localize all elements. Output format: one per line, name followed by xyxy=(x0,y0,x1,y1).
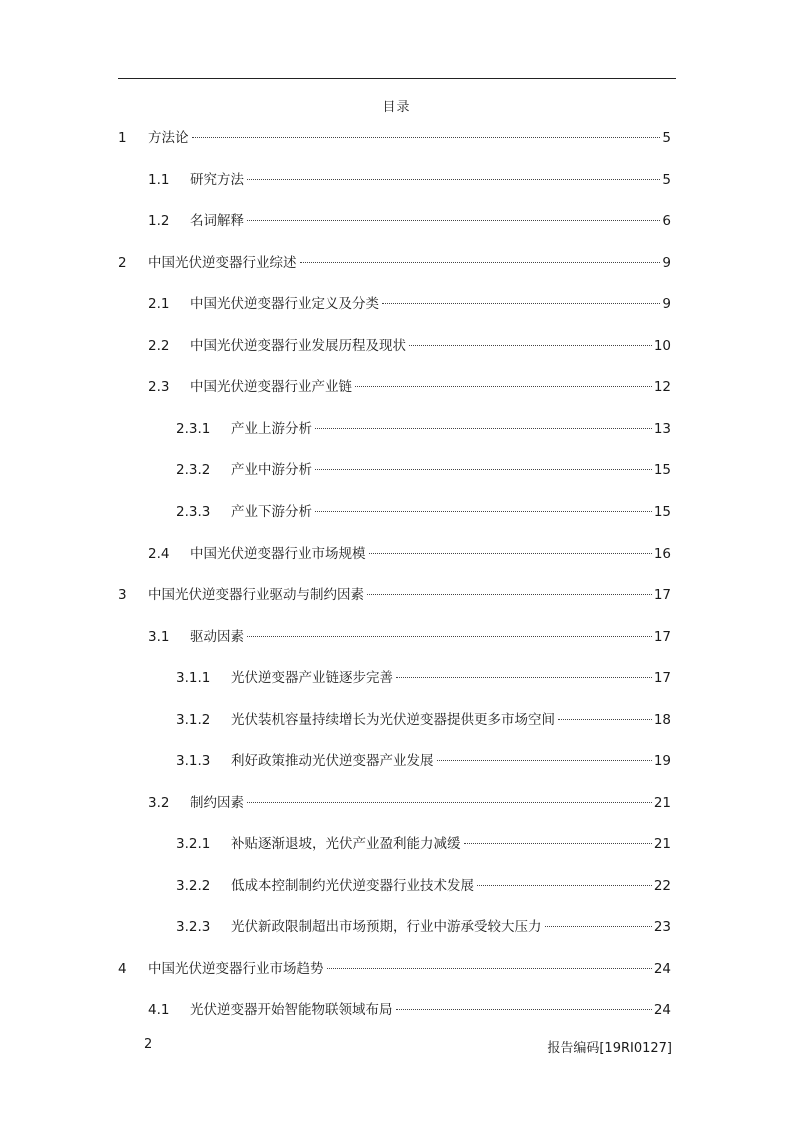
toc-entry-page: 21 xyxy=(653,836,671,852)
toc-entry[interactable] xyxy=(118,585,671,605)
toc-entry-page: 22 xyxy=(653,878,671,894)
toc-entry-number: 1 xyxy=(118,130,127,146)
toc-entry-number: 3.1.2 xyxy=(176,712,211,728)
toc-entry[interactable] xyxy=(148,336,671,356)
toc-entry[interactable] xyxy=(148,170,671,190)
toc-entry-number: 2.1 xyxy=(148,296,170,312)
toc-entry-number: 3 xyxy=(118,587,127,603)
toc-entry-page: 21 xyxy=(653,795,671,811)
toc-entry-page: 23 xyxy=(653,919,671,935)
toc-entry-page: 18 xyxy=(653,712,671,728)
toc-entry[interactable] xyxy=(118,128,671,148)
footer-page-number: 2 xyxy=(144,1037,153,1052)
toc-entry-title: 补贴逐渐退坡，光伏产业盈利能力减缓 xyxy=(231,836,461,852)
toc-leader-dots xyxy=(369,553,652,554)
toc-entry-number: 1.1 xyxy=(148,172,170,188)
toc-entry-page: 5 xyxy=(662,130,671,146)
toc-entry[interactable] xyxy=(176,502,671,522)
toc-entry[interactable] xyxy=(176,668,671,688)
toc-entry-title: 驱动因素 xyxy=(190,629,244,645)
toc-entry-title: 光伏装机容量持续增长为光伏逆变器提供更多市场空间 xyxy=(231,712,555,728)
toc-leader-dots xyxy=(367,594,652,595)
footer-report-code: 报告编码[19RI0127] xyxy=(547,1041,672,1056)
toc-entry-number: 2 xyxy=(118,255,127,271)
toc-entry-page: 15 xyxy=(653,462,671,478)
toc-entry-title: 中国光伏逆变器行业市场规模 xyxy=(190,546,366,562)
toc-leader-dots xyxy=(477,885,652,886)
toc-entry-number: 2.3.1 xyxy=(176,421,211,437)
toc-leader-dots xyxy=(247,636,652,637)
toc-entry-title: 方法论 xyxy=(148,130,189,146)
toc-entry-number: 2.4 xyxy=(148,546,170,562)
toc-entry[interactable] xyxy=(176,876,671,896)
toc-leader-dots xyxy=(247,179,660,180)
toc-leader-dots xyxy=(247,802,652,803)
toc-leader-dots xyxy=(247,220,660,221)
toc-entry-page: 10 xyxy=(653,338,671,354)
toc-entry-number: 4.1 xyxy=(148,1002,170,1018)
toc-leader-dots xyxy=(315,469,652,470)
toc-leader-dots xyxy=(396,677,652,678)
toc-entry-title: 光伏逆变器产业链逐步完善 xyxy=(231,670,393,686)
toc-entry-number: 2.3 xyxy=(148,379,170,395)
toc-entry[interactable] xyxy=(148,211,671,231)
toc-entry-title: 中国光伏逆变器行业综述 xyxy=(148,255,297,271)
toc-entry-page: 17 xyxy=(653,587,671,603)
toc-entry[interactable] xyxy=(176,917,671,937)
toc-entry-title: 名词解释 xyxy=(190,213,244,229)
toc-entry-page: 5 xyxy=(662,172,671,188)
toc-entry[interactable] xyxy=(176,751,671,771)
toc-entry-title: 中国光伏逆变器行业市场趋势 xyxy=(148,961,324,977)
toc-entry-number: 3.2.2 xyxy=(176,878,211,894)
toc-leader-dots xyxy=(315,428,652,429)
toc-leader-dots xyxy=(300,262,661,263)
toc-entry-title: 产业下游分析 xyxy=(231,504,312,520)
toc-title: 目录 xyxy=(382,100,411,115)
toc-entry-title: 中国光伏逆变器行业产业链 xyxy=(190,379,352,395)
toc-entry-title: 中国光伏逆变器行业定义及分类 xyxy=(190,296,379,312)
toc-leader-dots xyxy=(464,843,652,844)
toc-entry-number: 1.2 xyxy=(148,213,170,229)
toc-entry-page: 19 xyxy=(653,753,671,769)
toc-entry-title: 产业中游分析 xyxy=(231,462,312,478)
toc-entry[interactable] xyxy=(176,834,671,854)
toc-entry[interactable] xyxy=(148,627,671,647)
toc-leader-dots xyxy=(315,511,652,512)
toc-entry[interactable] xyxy=(118,959,671,979)
toc-leader-dots xyxy=(396,1009,652,1010)
toc-leader-dots xyxy=(382,303,660,304)
toc-entry[interactable] xyxy=(118,253,671,273)
toc-entry[interactable] xyxy=(176,710,671,730)
toc-entry-title: 低成本控制制约光伏逆变器行业技术发展 xyxy=(231,878,474,894)
toc-entry-page: 24 xyxy=(653,1002,671,1018)
toc-entry[interactable] xyxy=(176,460,671,480)
toc-entry-title: 光伏逆变器开始智能物联领域布局 xyxy=(190,1002,393,1018)
toc-entry[interactable] xyxy=(148,377,671,397)
toc-entry-page: 9 xyxy=(662,296,671,312)
toc-entry-number: 2.2 xyxy=(148,338,170,354)
toc-entry-title: 光伏新政限制超出市场预期，行业中游承受较大压力 xyxy=(231,919,542,935)
toc-entry-title: 利好政策推动光伏逆变器产业发展 xyxy=(231,753,434,769)
toc-entry-page: 15 xyxy=(653,504,671,520)
toc-entry[interactable] xyxy=(148,1000,671,1020)
toc-entry-number: 3.2.3 xyxy=(176,919,211,935)
toc-entry-title: 中国光伏逆变器行业驱动与制约因素 xyxy=(148,587,364,603)
toc-entry-title: 中国光伏逆变器行业发展历程及现状 xyxy=(190,338,406,354)
toc-entry[interactable] xyxy=(148,294,671,314)
toc-entry-number: 2.3.2 xyxy=(176,462,211,478)
toc-leader-dots xyxy=(327,968,652,969)
header-rule xyxy=(118,78,676,79)
toc-entry-number: 3.2.1 xyxy=(176,836,211,852)
toc-entry-page: 16 xyxy=(653,546,671,562)
toc-entry-page: 13 xyxy=(653,421,671,437)
toc-entry-page: 6 xyxy=(662,213,671,229)
toc-leader-dots xyxy=(355,386,652,387)
toc-entry-number: 4 xyxy=(118,961,127,977)
toc-entry-number: 3.2 xyxy=(148,795,170,811)
toc-entry-page: 17 xyxy=(653,629,671,645)
toc-entry[interactable] xyxy=(148,544,671,564)
toc-entry-page: 9 xyxy=(662,255,671,271)
toc-entry-page: 12 xyxy=(653,379,671,395)
toc-entry-title: 研究方法 xyxy=(190,172,244,188)
toc-entry-number: 3.1.1 xyxy=(176,670,211,686)
toc-leader-dots xyxy=(545,926,652,927)
toc-entry-title: 产业上游分析 xyxy=(231,421,312,437)
toc-leader-dots xyxy=(558,719,652,720)
toc-entry-title: 制约因素 xyxy=(190,795,244,811)
toc-entry[interactable] xyxy=(176,419,671,439)
toc-entry-page: 17 xyxy=(653,670,671,686)
toc-leader-dots xyxy=(437,760,652,761)
toc-leader-dots xyxy=(192,137,661,138)
toc-entry-number: 3.1.3 xyxy=(176,753,211,769)
toc-leader-dots xyxy=(409,345,652,346)
toc-entry-page: 24 xyxy=(653,961,671,977)
toc-entry-number: 2.3.3 xyxy=(176,504,211,520)
toc-entry[interactable] xyxy=(148,793,671,813)
toc-entry-number: 3.1 xyxy=(148,629,170,645)
